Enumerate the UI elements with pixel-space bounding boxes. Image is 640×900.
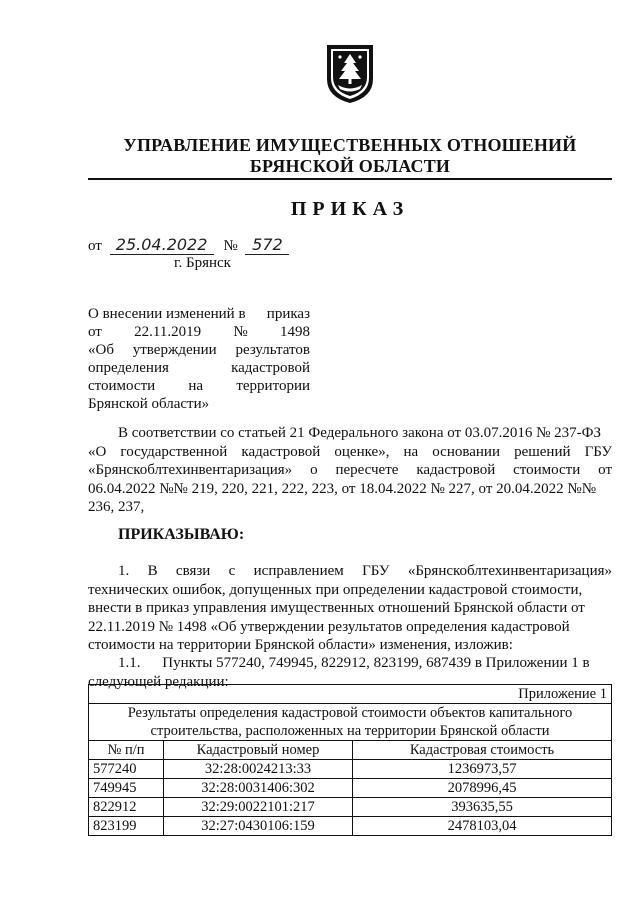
preamble-line: В соответствии со статьей 21 Федерального закона от 03.07.2016 № 237-ФЗ [118, 425, 602, 441]
org-name-line2: БРЯНСКОЙ ОБЛАСТИ [249, 156, 451, 176]
org-name-line1: УПРАВЛЕНИЕ ИМУЩЕСТВЕННЫХ ОТНОШЕНИЙ [123, 135, 577, 155]
clause-line: стоимости на территории Брянской области» изменения, изложив: [88, 637, 513, 653]
from-label: от [88, 238, 102, 254]
table-caption-row [89, 704, 612, 741]
subject-line: стоимости на территории [88, 378, 310, 394]
header-divider [88, 178, 612, 180]
order-subject [88, 305, 310, 413]
table-cell: 32:28:0031406:302 [164, 779, 353, 798]
table-row [89, 817, 612, 836]
document-title: ПРИКАЗ [290, 198, 410, 220]
appendix-label: Приложение 1 [89, 685, 612, 704]
city: г. Брянск [174, 255, 231, 271]
table-cell: 577240 [89, 760, 164, 779]
order-date: 25.04.2022 [110, 236, 214, 255]
table-cell: 823199 [89, 817, 164, 836]
table-cell: 1236973,57 [353, 760, 612, 779]
column-header: Кадастровый номер [164, 741, 353, 760]
table-caption: Результаты определения кадастровой стоимости объектов капитального строительства, расположенных на территории Брянской области [89, 704, 612, 741]
clause-line: следующей редакции: [88, 673, 229, 690]
clause-1 [88, 562, 612, 655]
preamble-line: «Брянскоблтехинвентаризация» о пересчете кадастровой стоимости от [88, 462, 612, 478]
subject-line: «Об утверждении результатов [88, 342, 310, 358]
preamble-line: «О государственной кадастровой оценке», на основании решений ГБУ [88, 443, 612, 460]
subject-line: О внесении изменений в приказ [88, 306, 310, 322]
order-date-number [88, 236, 289, 255]
table-cell: 749945 [89, 779, 164, 798]
table-cell: 2478103,04 [353, 817, 612, 836]
subject-line: определения кадастровой [88, 360, 310, 376]
number-label: № [223, 238, 238, 254]
table-cell: 32:28:0024213:33 [164, 760, 353, 779]
clause-line: 1. В связи с исправлением ГБУ «Брянскоблтехинвентаризация» [118, 563, 612, 579]
preamble-line: 06.04.2022 №№ 219, 220, 221, 222, 223, от 18.04.2022 № 227, от 20.04.2022 №№ [88, 480, 597, 497]
table-cell: 32:27:0430106:159 [164, 817, 353, 836]
table-row [89, 760, 612, 779]
clause-line: технических ошибок, допущенных при определении кадастровой стоимости, [88, 581, 583, 598]
order-heading: ПРИКАЗЫВАЮ: [118, 526, 245, 543]
clause-line: 1.1. Пункты 577240, 749945, 822912, 823199, 687439 в Приложении 1 в [118, 655, 590, 671]
bryansk-coat-of-arms-icon [325, 43, 375, 105]
table-cell: 2078996,45 [353, 779, 612, 798]
table-row [89, 798, 612, 817]
table-cell: 822912 [89, 798, 164, 817]
table-row [89, 779, 612, 798]
table-appendix-row [89, 685, 612, 704]
order-number: 572 [245, 236, 289, 255]
subject-line: Брянской области» [88, 396, 210, 412]
clause-line: 22.11.2019 № 1498 «Об утверждении результатов определения кадастровой [88, 618, 570, 635]
column-header: № п/п [89, 741, 164, 760]
table-header-row [89, 741, 612, 760]
column-header: Кадастровая стоимость [353, 741, 612, 760]
preamble-line: 236, 237, [88, 499, 145, 515]
table-cell: 393635,55 [353, 798, 612, 817]
preamble [88, 424, 612, 517]
subject-line: от 22.11.2019 № 1498 [88, 324, 310, 340]
clause-line: внести в приказ управления имущественных отношений Брянской области от [88, 600, 585, 616]
table-cell: 32:29:0022101:217 [164, 798, 353, 817]
cadastral-value-table [88, 684, 612, 836]
